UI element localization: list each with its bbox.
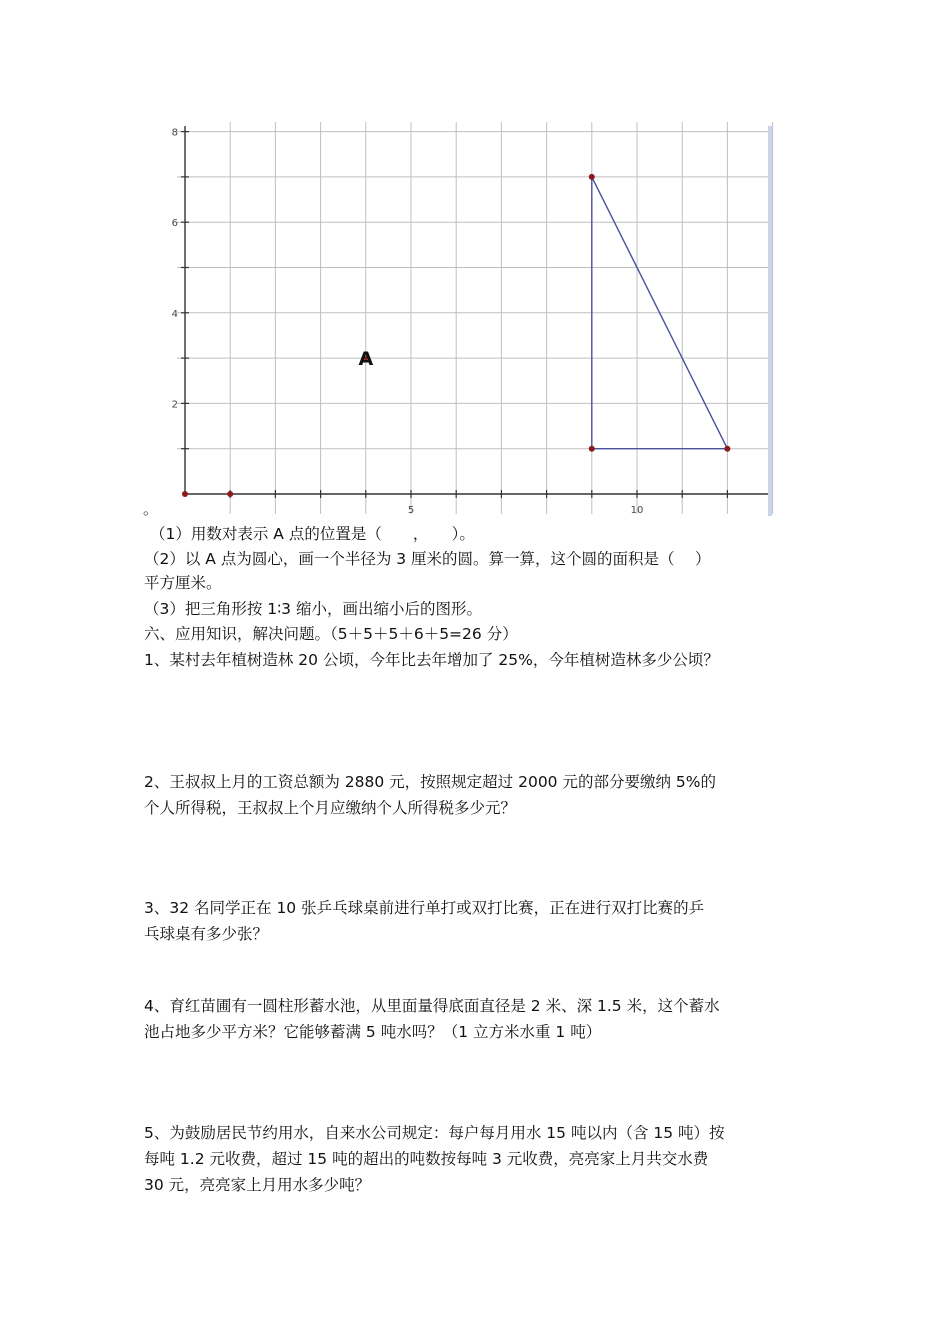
point-a-label: A [358,348,374,371]
problem-2-line-1: 2、王叔叔上月的工资总额为 2880 元，按照规定超过 2000 元的部分要缴纳 5%的 [144,773,716,791]
question-2-line-2: 平方厘米。 [144,574,222,592]
problem-5-line-1: 5、为鼓励居民节约用水，自来水公司规定：每户每月用水 15 吨以内（含 15 吨）按 [144,1124,725,1142]
axis-ticks [181,132,727,498]
problem-3-line-1: 3、32 名同学正在 10 张乒乓球桌前进行单打或双打比赛，正在进行双打比赛的乒 [144,899,705,917]
y-tick-label-4: 4 [171,308,178,320]
problem-5-line-3: 30 元，亮亮家上月用水多少吨？ [144,1176,371,1194]
problem-4-line-1: 4、育红苗圃有一圆柱形蓄水池，从里面量得底面直径是 2 米、深 1.5 米，这个蓄水 [144,997,720,1015]
triangle-vertex-right [724,446,730,452]
stray-period-mark: 。 [143,500,159,518]
question-2-line-1: （2）以 A 点为圆心，画一个半径为 3 厘米的圆。算一算，这个圆的面积是（ ） [144,550,711,568]
problem-4-line-2: 池占地多少平方米？它能够蓄满 5 吨水吗？（1 立方米水重 1 吨） [144,1023,602,1041]
x-tick-label-10: 10 [630,505,644,516]
problem-1: 1、某村去年植树造林 20 公顷，今年比去年增加了 25%，今年植树造林多少公顷？ [144,651,719,669]
problem-2-line-2: 个人所得税，王叔叔上个月应缴纳个人所得税多少元？ [144,799,517,817]
axis-dot-one [227,491,233,497]
problem-3-line-2: 乓球桌有多少张？ [144,925,269,943]
y-tick-label-8: 8 [171,127,178,139]
question-1: （1）用数对表示 A 点的位置是（ ， ）。 [150,525,475,543]
problem-5-line-2: 每吨 1.2 元收费，超过 15 吨的超出的吨数按每吨 3 元收费，亮亮家上月共交水费 [144,1150,709,1168]
section-6-title: 六、应用知识，解决问题。（5＋5＋5＋6＋5=26 分） [144,625,518,643]
question-3: （3）把三角形按 1∶3 缩小，画出缩小后的图形。 [144,600,482,618]
y-tick-label-2: 2 [171,399,178,411]
triangle-vertex-right-angle [589,446,595,452]
coordinate-grid [140,118,780,523]
right-border [768,126,772,516]
y-tick-label-6: 6 [171,218,178,230]
x-tick-label-5: 5 [407,505,415,516]
grid-lines [177,122,773,514]
origin-dot [182,491,188,497]
triangle-vertex-top [589,174,595,180]
